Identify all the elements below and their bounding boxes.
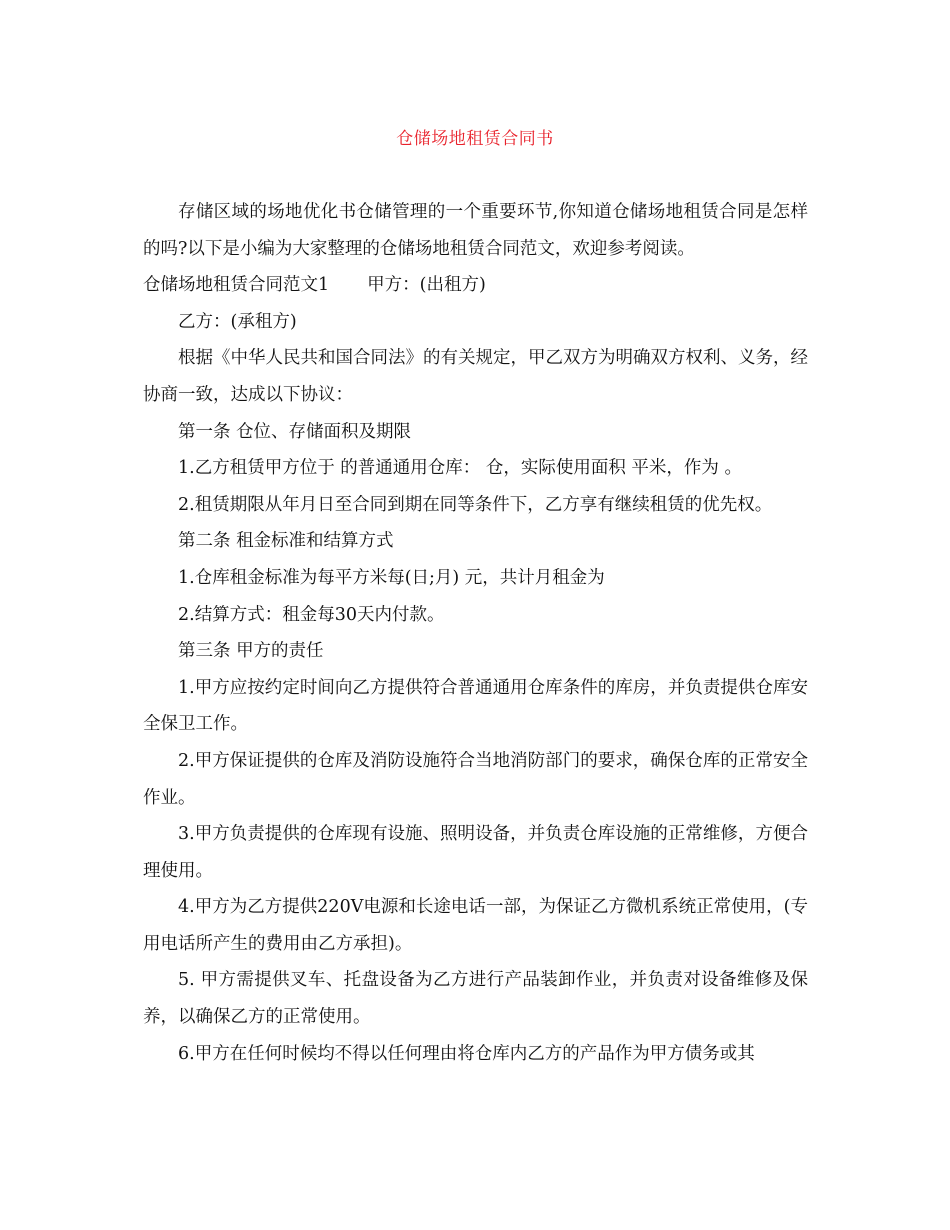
article-3-item-3: 3.甲方负责提供的仓库现有设施、照明设备，并负责仓库设施的正常维修，方便合理使用。 [143, 824, 808, 881]
article-3-item-1: 1.甲方应按约定时间向乙方提供符合普通通用仓库条件的库房，并负责提供仓库安全保卫工作。 [143, 677, 808, 735]
intro-paragraph: 存储区域的场地优化书仓储管理的一个重要环节,你知道仓储场地租赁合同是怎样的吗?以下是小编为大家整理的仓储场地租赁合同范文，欢迎参考阅读。 [143, 202, 808, 259]
article-1-title: 第一条 仓位、存储面积及期限 [178, 421, 412, 442]
article-2-item-2: 2.结算方式：租金每30天内付款。 [178, 604, 445, 625]
party-b-label: 乙方：(承租方) [178, 311, 297, 332]
article-3-item-2: 2.甲方保证提供的仓库及消防设施符合当地消防部门的要求，确保仓库的正常安全作业。 [143, 750, 808, 808]
article-3-title: 第三条 甲方的责任 [178, 641, 324, 662]
article-3-item-4: 4.甲方为乙方提供220V电源和长途电话一部，为保证乙方微机系统正常使用，(专用电话所产生的费用由乙方承担)。 [143, 897, 808, 954]
sample-heading-line [143, 267, 808, 304]
sample-heading: 仓储场地租赁合同范文1 [143, 275, 330, 296]
party-a-label: 甲方：(出租方) [367, 275, 486, 296]
preamble-paragraph: 根据《中华人民共和国合同法》的有关规定，甲乙双方为明确双方权利、义务，经协商一致，达成以下协议： [143, 348, 808, 405]
article-1-item-1: 1.乙方租赁甲方位于 的普通通用仓库： 仓，实际使用面积 平米，作为 。 [178, 458, 742, 479]
article-1-item-2: 2.租赁期限从年月日至合同到期在同等条件下，乙方享有继续租赁的优先权。 [178, 494, 773, 515]
document-body [143, 194, 808, 1072]
document-title: 仓储场地租赁合同书 [396, 129, 554, 149]
article-2-item-1: 1.仓库租金标准为每平方米每(日;月) 元，共计月租金为 [178, 567, 605, 588]
article-3-item-6: 6.甲方在任何时候均不得以任何理由将仓库内乙方的产品作为甲方债务或其 [178, 1043, 755, 1064]
article-3-item-5: 5. 甲方需提供叉车、托盘设备为乙方进行产品装卸作业，并负责对设备维修及保养，以确保乙方的正常使用。 [143, 970, 808, 1028]
article-2-title: 第二条 租金标准和结算方式 [178, 531, 394, 552]
